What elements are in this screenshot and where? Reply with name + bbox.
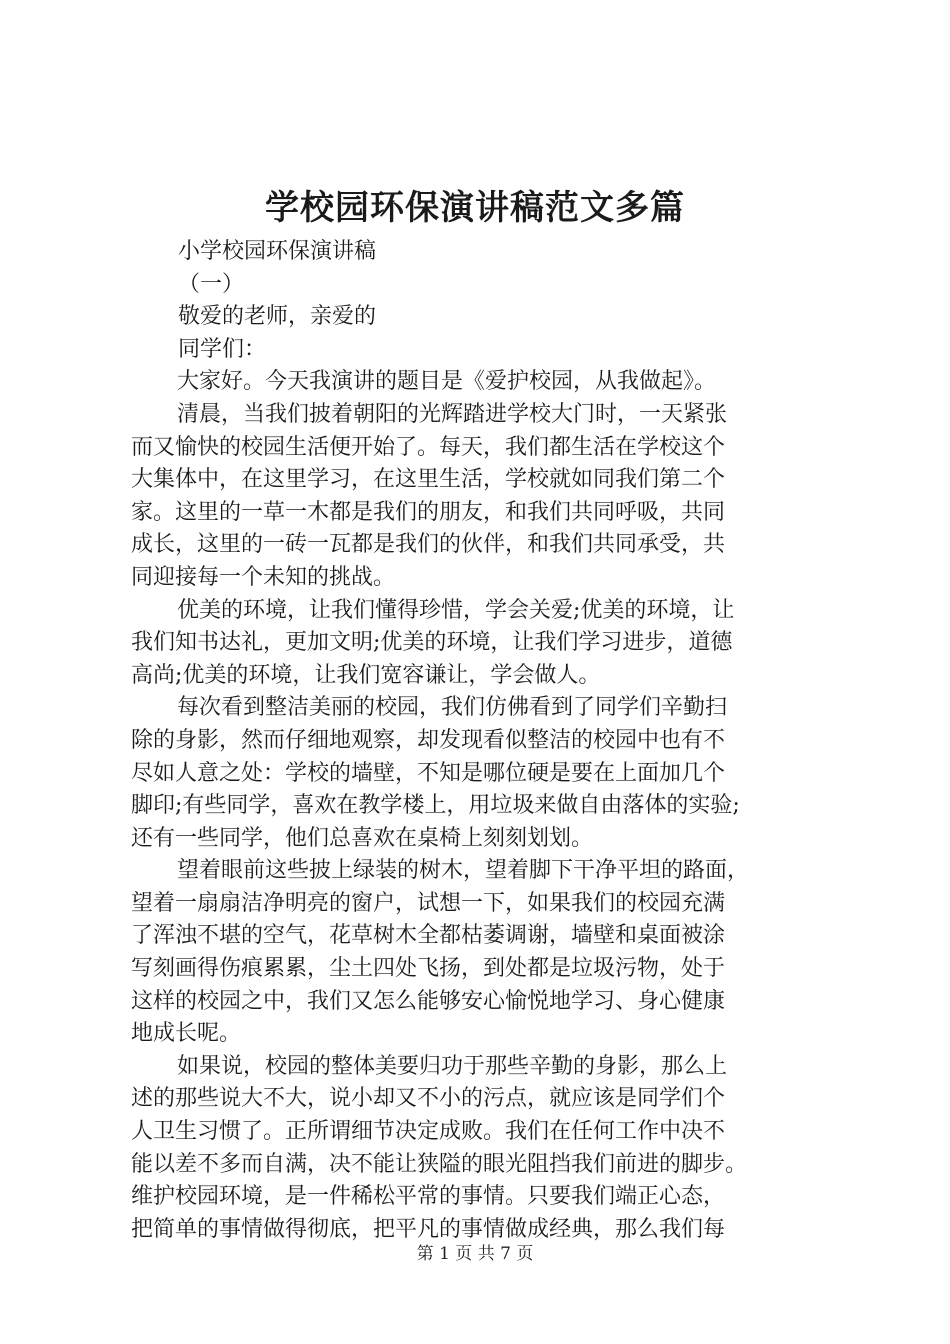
page-footer: 第 1 页 共 7 页	[416, 1244, 534, 1264]
paragraph-line: 每次看到整洁美丽的校园，我们仿佛看到了同学们辛勤扫	[177, 695, 728, 721]
paragraph-line: 了浑浊不堪的空气，花草树木全都枯萎调谢，墙壁和桌面被涂	[131, 923, 726, 949]
paragraph-line: 除的身影，然而仔细地观察，却发现看似整洁的校园中也有不	[131, 727, 726, 753]
paragraph-line: 如果说，校园的整体美要归功于那些辛勤的身影，那么上	[177, 1053, 728, 1079]
section-number: （一）	[178, 271, 245, 297]
paragraph-line: 还有一些同学，他们总喜欢在桌椅上刻刻划划。	[131, 825, 594, 851]
salutation-line: 同学们：	[178, 336, 267, 362]
paragraph-line: 维护校园环境，是一件稀松平常的事情。只要我们端正心态，	[131, 1184, 726, 1210]
paragraph-line: 述的那些说大不大，说小却又不小的污点，就应该是同学们个	[131, 1086, 726, 1112]
paragraph-line: 脚印;有些同学，喜欢在教学楼上，用垃圾来做自由落体的实验;	[131, 793, 740, 819]
subtitle-line: 小学校园环保演讲稿	[178, 239, 377, 264]
paragraph-line: 大集体中，在这里学习，在这里生活，学校就如同我们第二个	[131, 467, 726, 493]
paragraph-line: 这样的校园之中，我们又怎么能够安心愉悦地学习、身心健康	[131, 988, 726, 1014]
paragraph-line: 家。这里的一草一木都是我们的朋友，和我们共同呼吸，共同	[131, 499, 726, 525]
paragraph-line: 望着眼前这些披上绿装的树木，望着脚下干净平坦的路面，	[177, 858, 750, 884]
paragraph-line: 而又愉快的校园生活便开始了。每天，我们都生活在学校这个	[131, 434, 726, 460]
paragraph-line: 清晨，当我们披着朝阳的光辉踏进学校大门时，一天紧张	[177, 401, 728, 427]
paragraph-line: 把简单的事情做得彻底，把平凡的事情做成经典，那么我们每	[131, 1216, 726, 1242]
salutation-line: 敬爱的老师，亲爱的	[178, 304, 377, 330]
paragraph-line: 尽如人意之处：学校的墙壁，不知是哪位硬是要在上面加几个	[131, 760, 726, 786]
paragraph-line: 优美的环境，让我们懂得珍惜，学会关爱;优美的环境，让	[177, 597, 735, 623]
paragraph-line: 写刻画得伤痕累累，尘土四处飞扬，到处都是垃圾污物，处于	[131, 956, 726, 982]
paragraph-line: 望着一扇扇洁净明亮的窗户，试想一下，如果我们的校园充满	[131, 890, 726, 916]
paragraph-line: 能以差不多而自满，决不能让狭隘的眼光阻挡我们前进的脚步。	[131, 1151, 748, 1177]
paragraph-line: 成长，这里的一砖一瓦都是我们的伙伴，和我们共同承受，共	[131, 532, 726, 558]
paragraph-line: 人卫生习惯了。正所谓细节决定成败。我们在任何工作中决不	[131, 1119, 726, 1145]
document-body	[131, 236, 831, 1246]
document-title: 学校园环保演讲稿范文多篇	[265, 188, 685, 228]
paragraph-line: 高尚;优美的环境，让我们宽容谦让，学会做人。	[131, 662, 601, 688]
paragraph-line: 大家好。今天我演讲的题目是《爱护校园，从我做起》。	[177, 369, 717, 395]
paragraph-line: 地成长呢。	[131, 1021, 242, 1047]
paragraph-line: 我们知书达礼，更加文明;优美的环境，让我们学习进步，道德	[131, 630, 733, 656]
paragraph-line: 同迎接每一个未知的挑战。	[131, 564, 396, 590]
